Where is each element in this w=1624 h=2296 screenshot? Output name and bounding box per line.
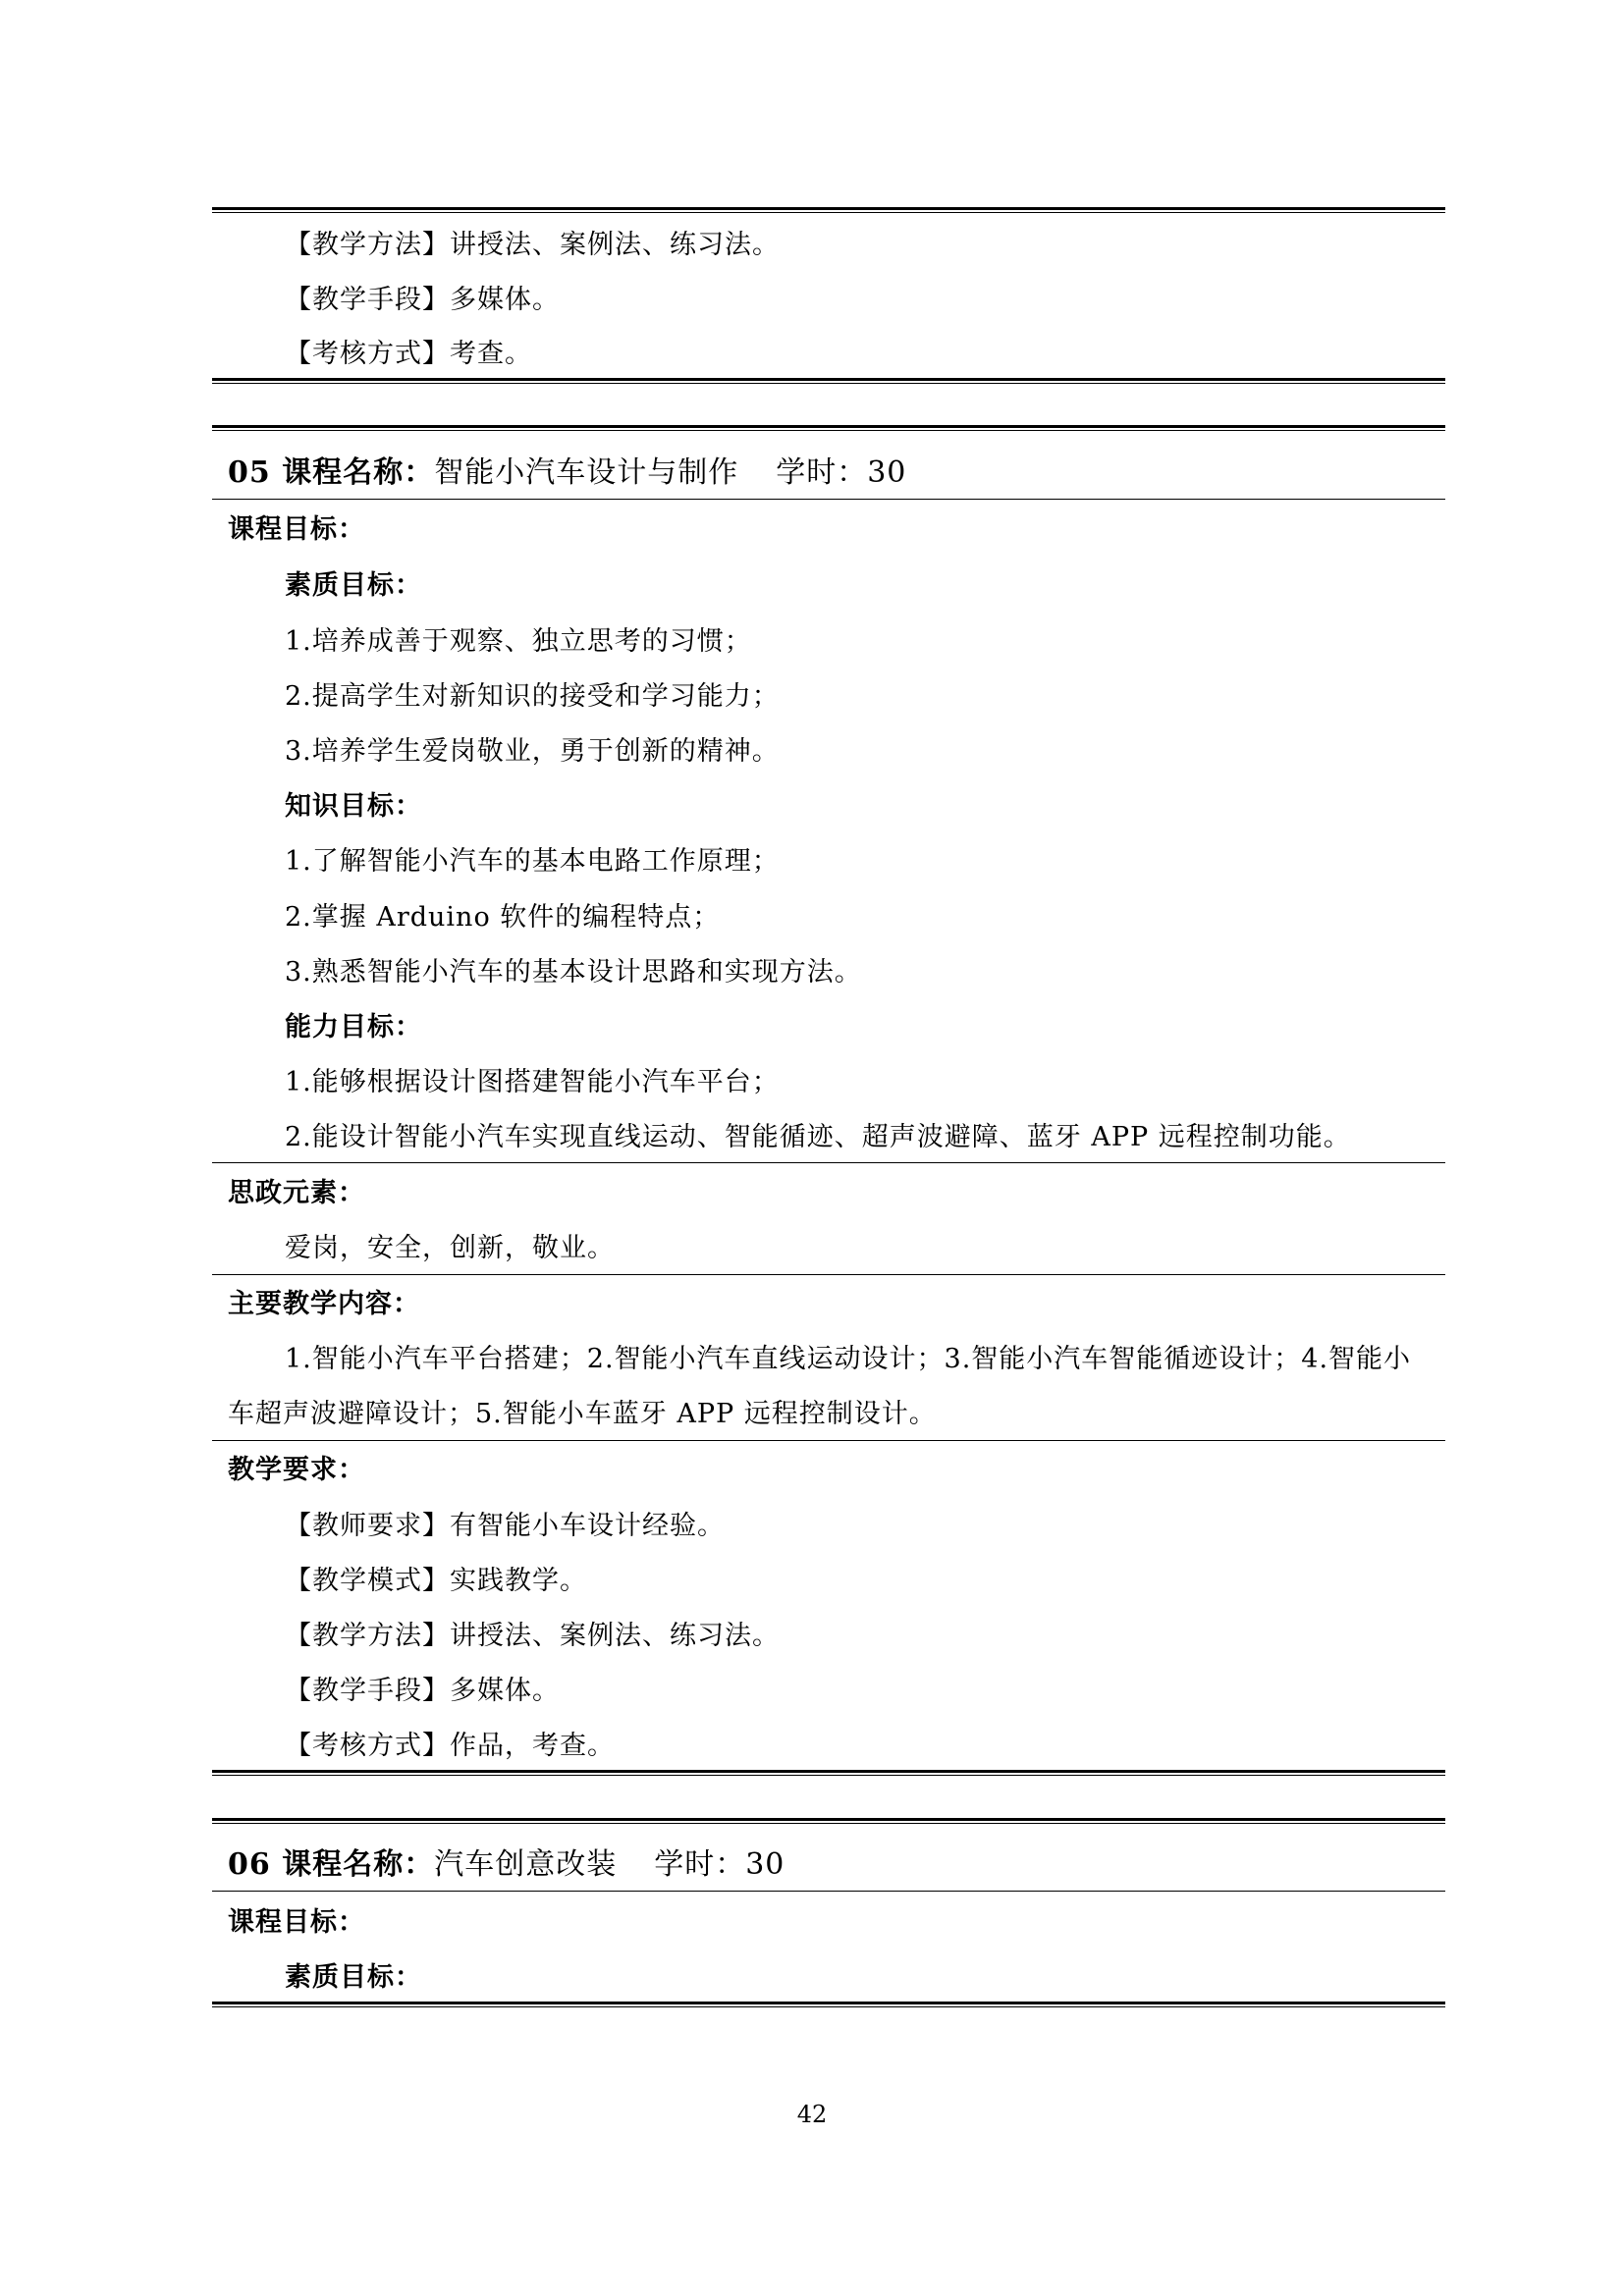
course-hours: 30 xyxy=(745,1847,785,1882)
course-name: 汽车创意改装 xyxy=(434,1847,618,1882)
ideology-text: 爱岗，安全，创新，敬业。 xyxy=(285,1233,615,1263)
course-hours: 30 xyxy=(867,455,907,490)
knowledge-goal-item: 3.熟悉智能小汽车的基本设计思路和实现方法。 xyxy=(285,957,862,988)
knowledge-goal-item: 2.掌握 Arduino 软件的编程特点； xyxy=(285,902,721,933)
course-hours-label: 学时： xyxy=(776,455,868,490)
quality-goal-item: 1.培养成善于观察、独立思考的习惯； xyxy=(285,626,752,657)
course06-bottom-border xyxy=(212,2002,1445,2007)
requirements-heading: 教学要求： xyxy=(228,1455,365,1485)
quality-goals-heading: 素质目标： xyxy=(285,570,422,601)
teaching-method: 【教学方法】讲授法、案例法、练习法。 xyxy=(285,230,780,260)
quality-goals-heading: 素质目标： xyxy=(285,1962,422,1993)
course-name: 智能小汽车设计与制作 xyxy=(434,455,739,490)
divider xyxy=(212,1891,1445,1892)
ability-goal-item: 1.能够根据设计图搭建智能小汽车平台； xyxy=(285,1067,780,1097)
requirement-item: 【教学手段】多媒体。 xyxy=(285,1676,560,1706)
course-goals-heading: 课程目标： xyxy=(228,514,365,545)
course05-top-border xyxy=(212,425,1445,431)
quality-goal-item: 3.培养学生爱岗敬业，勇于创新的精神。 xyxy=(285,736,780,767)
divider xyxy=(212,1274,1445,1275)
course06-title xyxy=(228,1845,785,1885)
teaching-means: 【教学手段】多媒体。 xyxy=(285,285,560,315)
course05-title xyxy=(228,454,906,493)
content-text-line: 1.智能小汽车平台搭建；2.智能小汽车直线运动设计；3.智能小汽车智能循迹设计；4.智能小 xyxy=(285,1344,1412,1374)
content-text-line: 车超声波避障设计；5.智能小车蓝牙 APP 远程控制设计。 xyxy=(228,1399,937,1429)
section-bottom-border xyxy=(212,378,1445,384)
requirement-item: 【教师要求】有智能小车设计经验。 xyxy=(285,1511,725,1541)
section-top-border xyxy=(212,207,1445,213)
page-number: 42 xyxy=(796,2101,828,2128)
requirement-item: 【教学模式】实践教学。 xyxy=(285,1566,587,1596)
knowledge-goals-heading: 知识目标： xyxy=(285,791,422,822)
requirement-item: 【教学方法】讲授法、案例法、练习法。 xyxy=(285,1621,780,1651)
requirement-item: 【考核方式】作品，考查。 xyxy=(285,1731,615,1761)
divider xyxy=(212,499,1445,500)
knowledge-goal-item: 1.了解智能小汽车的基本电路工作原理； xyxy=(285,846,780,877)
course-name-label: 06 课程名称： xyxy=(228,1847,435,1882)
course05-bottom-border xyxy=(212,1770,1445,1776)
course-goals-heading: 课程目标： xyxy=(228,1907,365,1938)
divider xyxy=(212,1440,1445,1441)
assessment-method: 【考核方式】考查。 xyxy=(285,339,532,369)
ability-goal-item: 2.能设计智能小汽车实现直线运动、智能循迹、超声波避障、蓝牙 APP 远程控制功能。 xyxy=(285,1122,1351,1152)
ability-goals-heading: 能力目标： xyxy=(285,1012,422,1042)
divider xyxy=(212,1162,1445,1163)
course-name-label: 05 课程名称： xyxy=(228,455,435,490)
ideology-heading: 思政元素： xyxy=(228,1178,365,1208)
content-heading: 主要教学内容： xyxy=(228,1289,420,1319)
course06-top-border xyxy=(212,1818,1445,1824)
quality-goal-item: 2.提高学生对新知识的接受和学习能力； xyxy=(285,681,780,712)
course-hours-label: 学时： xyxy=(654,1847,746,1882)
